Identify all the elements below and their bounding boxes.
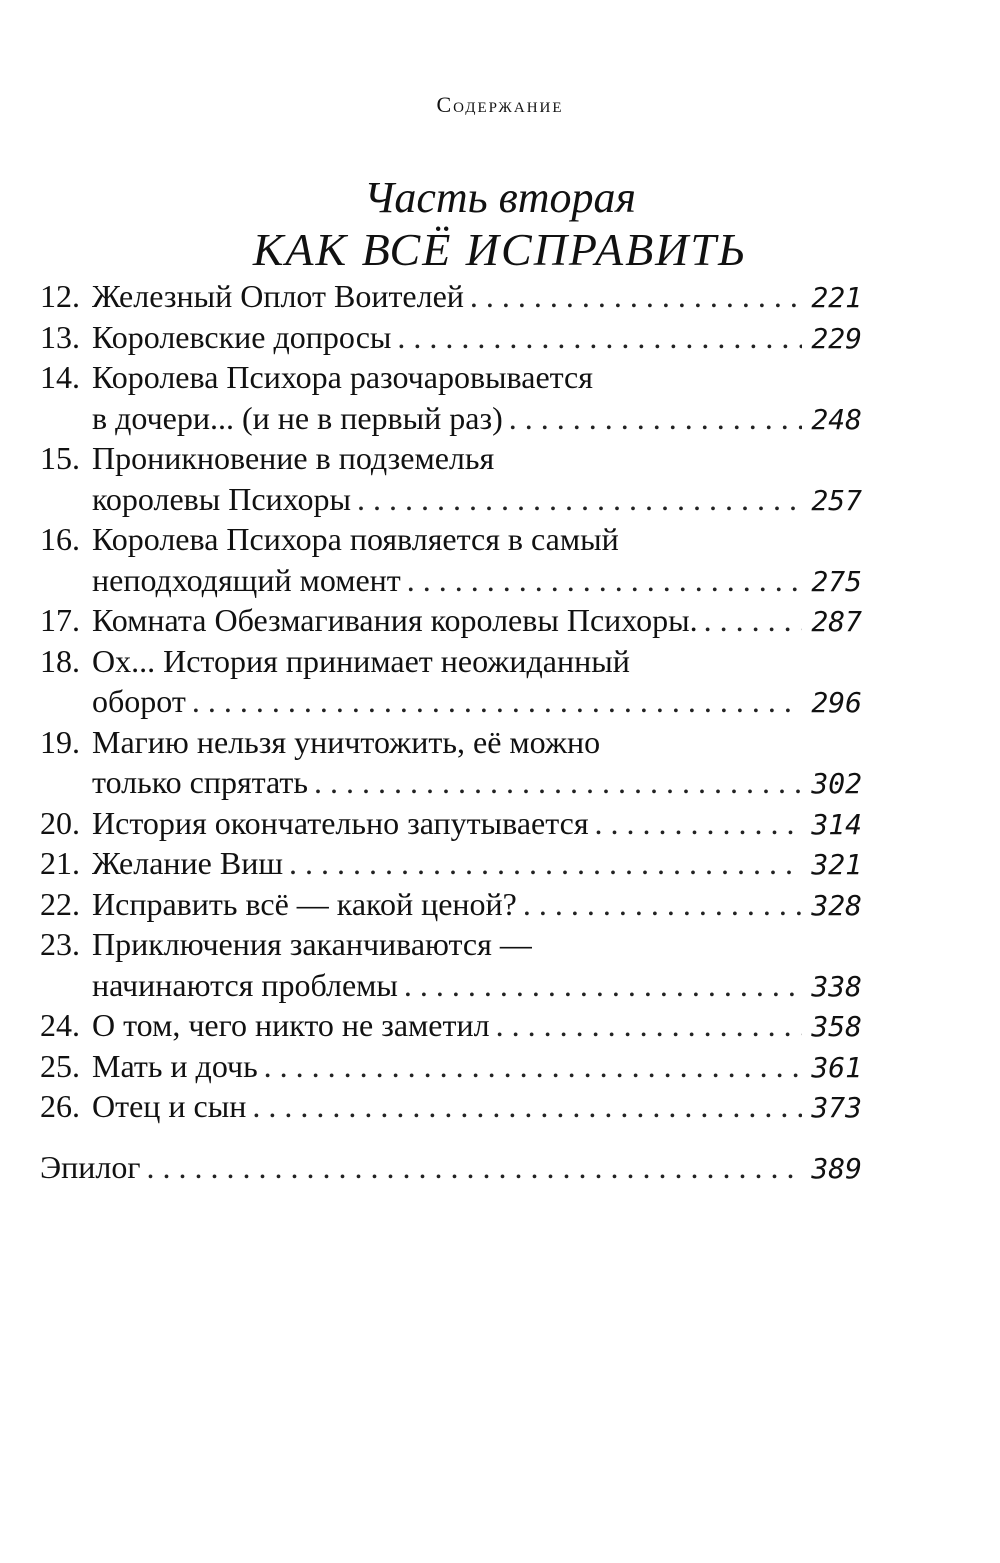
toc-line [40, 884, 862, 925]
chapter-number: 14. [40, 359, 80, 395]
page-number: 338 [811, 969, 862, 1003]
toc-entry [40, 276, 862, 317]
toc-line [40, 276, 862, 317]
toc-line [40, 600, 862, 641]
chapter-number: 19. [40, 723, 80, 760]
toc-entry [40, 722, 862, 803]
chapter-title: неподходящий момент [92, 561, 401, 598]
page-number: 287 [811, 605, 862, 638]
dot-leader [351, 479, 802, 520]
page-number: 373 [811, 1091, 862, 1124]
part-label: Часть вторая [364, 173, 636, 222]
toc-line [40, 1005, 862, 1046]
dot-leader [517, 884, 802, 925]
toc-line [40, 398, 862, 439]
chapter-number: 23. [40, 926, 80, 962]
dot-leader [283, 843, 802, 884]
chapter-number: 21. [40, 845, 80, 881]
toc-line [40, 317, 862, 358]
chapter-title: Мать и дочь [92, 1047, 258, 1084]
dot-leader [246, 1086, 802, 1127]
page-number: 248 [811, 402, 862, 436]
dot-leader [308, 762, 802, 803]
running-head: Содержание [436, 92, 564, 117]
page-number: 257 [811, 483, 862, 517]
chapter-number: 24. [40, 1007, 80, 1043]
epilogue-spacer [40, 1127, 862, 1147]
toc-entry [40, 600, 862, 641]
dot-leader [398, 965, 802, 1006]
page-number: 275 [811, 564, 862, 598]
chapter-title: Отец и сын [92, 1088, 247, 1124]
chapter-number: 20. [40, 804, 80, 841]
chapter-title: Магию нельзя уничтожить, её можно [92, 723, 601, 760]
page-number: 314 [811, 807, 862, 841]
page-number: 296 [811, 686, 862, 719]
toc-entry [40, 1086, 862, 1127]
dot-leader [186, 681, 802, 722]
chapter-title: Железный Оплот Воителей [92, 278, 464, 314]
chapter-number: 16. [40, 521, 80, 557]
chapter-title: в дочери... (и не в первый раз) [92, 399, 503, 436]
chapter-title: оборот [92, 683, 186, 719]
chapter-title: Королева Психора разочаровывается [92, 359, 593, 395]
page-number: 302 [811, 767, 862, 800]
dot-leader [589, 803, 802, 844]
toc-line [40, 1086, 862, 1127]
page-number: 221 [811, 281, 862, 314]
chapter-title: только спрятать [92, 764, 308, 800]
chapter-title: начинаются проблемы [92, 966, 398, 1003]
dot-leader [258, 1046, 802, 1087]
chapter-title: Королева Психора появляется в самый [92, 521, 619, 557]
toc-line [40, 560, 862, 601]
epilogue-entry [40, 1147, 862, 1188]
toc-entry [40, 519, 862, 600]
chapter-title: Ох... История принимает неожиданный [92, 642, 630, 679]
chapter-title: королевы Психоры [92, 480, 351, 517]
toc-entry [40, 1005, 862, 1046]
page-number: 321 [811, 848, 862, 881]
dot-leader [698, 600, 802, 641]
chapter-number: 17. [40, 602, 80, 638]
chapter-title: Королевские допросы [92, 318, 392, 355]
toc-line [40, 803, 862, 844]
toc-line [40, 479, 862, 520]
chapter-title: Исправить всё — какой ценой? [92, 885, 517, 922]
chapter-number: 25. [40, 1047, 80, 1084]
chapter-title: О том, чего никто не заметил [92, 1007, 490, 1043]
page-number: 229 [811, 321, 862, 355]
toc-line [40, 641, 862, 682]
toc-line [40, 762, 862, 803]
chapter-title: Приключения заканчиваются — [92, 926, 532, 962]
dot-leader [503, 398, 802, 439]
toc-line [40, 1046, 862, 1087]
toc-entry [40, 317, 862, 358]
toc-line [40, 924, 862, 965]
chapter-number: 18. [40, 642, 80, 679]
chapter-number: 26. [40, 1088, 80, 1124]
toc-entry [40, 438, 862, 519]
dot-leader [490, 1005, 802, 1046]
dot-leader [464, 276, 802, 317]
toc-entry [40, 803, 862, 844]
chapter-title: Проникновение в подземелья [92, 440, 495, 476]
toc-entry [40, 641, 862, 722]
chapter-number: 12. [40, 278, 80, 314]
toc-line [40, 843, 862, 884]
dot-leader [391, 317, 802, 358]
chapter-title: Желание Виш [92, 845, 283, 881]
chapter-number: 15. [40, 440, 80, 476]
toc-entry [40, 843, 862, 884]
part-title: КАК ВСЁ ИСПРАВИТЬ [252, 224, 748, 275]
epilogue-title: Эпилог [40, 1148, 141, 1185]
dot-leader [140, 1147, 802, 1188]
table-of-contents [40, 276, 862, 1187]
toc-entry [40, 884, 862, 925]
chapter-number: 22. [40, 885, 80, 922]
page-number: 361 [811, 1050, 862, 1084]
toc-entry [40, 1046, 862, 1087]
toc-line [40, 681, 862, 722]
page-number: 358 [811, 1010, 862, 1043]
toc-line [40, 965, 862, 1006]
chapter-number: 13. [40, 318, 80, 355]
page-number: 328 [811, 888, 862, 922]
toc-entry [40, 357, 862, 438]
chapter-title: История окончательно запутывается [92, 804, 589, 841]
toc-entry [40, 924, 862, 1005]
toc-line [40, 519, 862, 560]
page-number: 389 [811, 1151, 862, 1185]
chapter-title: Комната Обезмагивания королевы Психоры. [92, 602, 698, 638]
toc-line [40, 722, 862, 763]
dot-leader [401, 560, 802, 601]
toc-line [40, 357, 862, 398]
toc-line [40, 438, 862, 479]
